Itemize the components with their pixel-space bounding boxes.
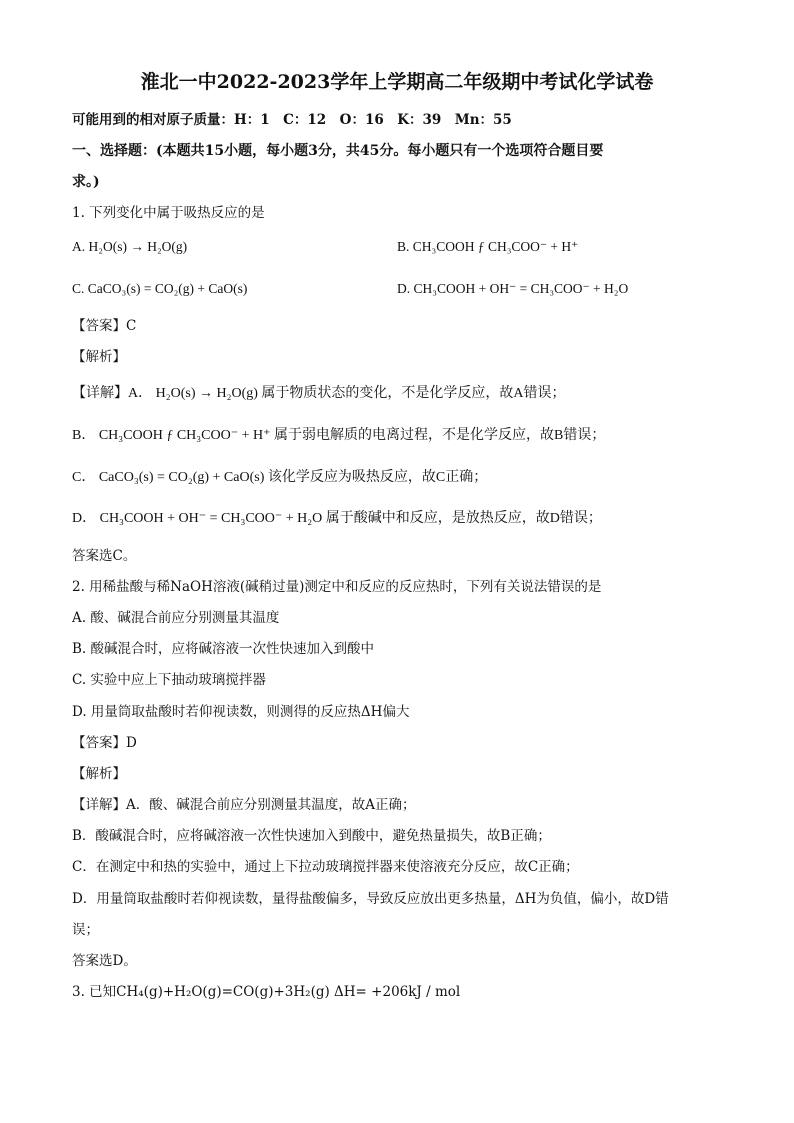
q2-option-d: D. 用量筒取盐酸时若仰视读数，则测得的反应热ΔH偏大 xyxy=(72,704,410,720)
section-header: 一、选择题：(本题共15小题，每小题3分，共45分。每小题只有一个选项符合题目要 xyxy=(72,143,604,159)
q2-answer: 【答案】D xyxy=(72,735,137,751)
q2-stem: 2. 用稀盐酸与稀NaOH溶液(碱稍过量)测定中和反应的反应热时，下列有关说法错误的是 xyxy=(72,579,602,595)
q1-analysis-label: 【解析】 xyxy=(72,349,126,365)
q1-detail-d: D． CH₃COOH + OH⁻ = CH₃COO⁻ + H₂O 属于酸碱中和反应，是放热反应，故D错误； xyxy=(72,511,602,526)
q2-detail-d: D．用量筒取盐酸时若仰视读数，量得盐酸偏多，导致反应放出更多热量，ΔH为负值，偏小，故D错 xyxy=(72,891,669,907)
q1-option-a: A. H₂O(s) → H₂O(g) xyxy=(72,239,188,254)
q2-detail-c: C．在测定中和热的实验中，通过上下拉动玻璃搅拌器来使溶液充分反应，故C正确； xyxy=(72,859,579,875)
q1-detail-a: 【详解】A． H₂O(s) → H₂O(g) 属于物质状态的变化，不是化学反应，故A错误； xyxy=(72,386,566,401)
atomic-masses: 可能用到的相对原子质量：H：1 C：12 O：16 K：39 Mn：55 xyxy=(72,112,512,128)
q1-answer: 【答案】C xyxy=(72,318,137,334)
q1-option-c: C. CaCO₃(s) = CO₂(g) + CaO(s) xyxy=(72,281,248,296)
q2-detail-d-cont: 误； xyxy=(72,922,99,938)
q2-detail-a: 【详解】A．酸、碱混合前应分别测量其温度，故A正确； xyxy=(72,797,416,813)
q1-option-b: B. CH₃COOH ƒ CH₃COO⁻ + H⁺ xyxy=(397,239,579,254)
q1-detail-c: C． CaCO₃(s) = CO₂(g) + CaO(s) 该化学反应为吸热反应，故C正确； xyxy=(72,470,488,485)
page-title: 淮北一中2022-2023学年上学期高二年级期中考试化学试卷 xyxy=(140,71,654,93)
q2-option-a: A. 酸、碱混合前应分别测量其温度 xyxy=(72,610,280,626)
q1-stem: 1. 下列变化中属于吸热反应的是 xyxy=(72,205,265,221)
section-header-cont: 求。) xyxy=(72,174,100,190)
q2-analysis-label: 【解析】 xyxy=(72,766,126,782)
q3-stem: 3. 已知CH₄(g)+H₂O(g)=CO(g)+3H₂(g) ΔH= +206kJ / mol xyxy=(72,984,461,1000)
q2-option-b: B. 酸碱混合时，应将碱溶液一次性快速加入到酸中 xyxy=(72,641,375,657)
q1-option-d: D. CH₃COOH + OH⁻ = CH₃COO⁻ + H₂O xyxy=(397,281,629,296)
q2-detail-b: B．酸碱混合时，应将碱溶液一次性快速加入到酸中，避免热量损失，故B正确； xyxy=(72,828,551,844)
q2-final-answer: 答案选D。 xyxy=(72,953,137,969)
q2-option-c: C. 实验中应上下抽动玻璃搅拌器 xyxy=(72,672,266,688)
q1-detail-b: B． CH₃COOH ƒ CH₃COO⁻ + H⁺ 属于弱电解质的电离过程，不是化学反应，故B错误； xyxy=(72,428,606,443)
q1-final-answer: 答案选C。 xyxy=(72,548,137,564)
